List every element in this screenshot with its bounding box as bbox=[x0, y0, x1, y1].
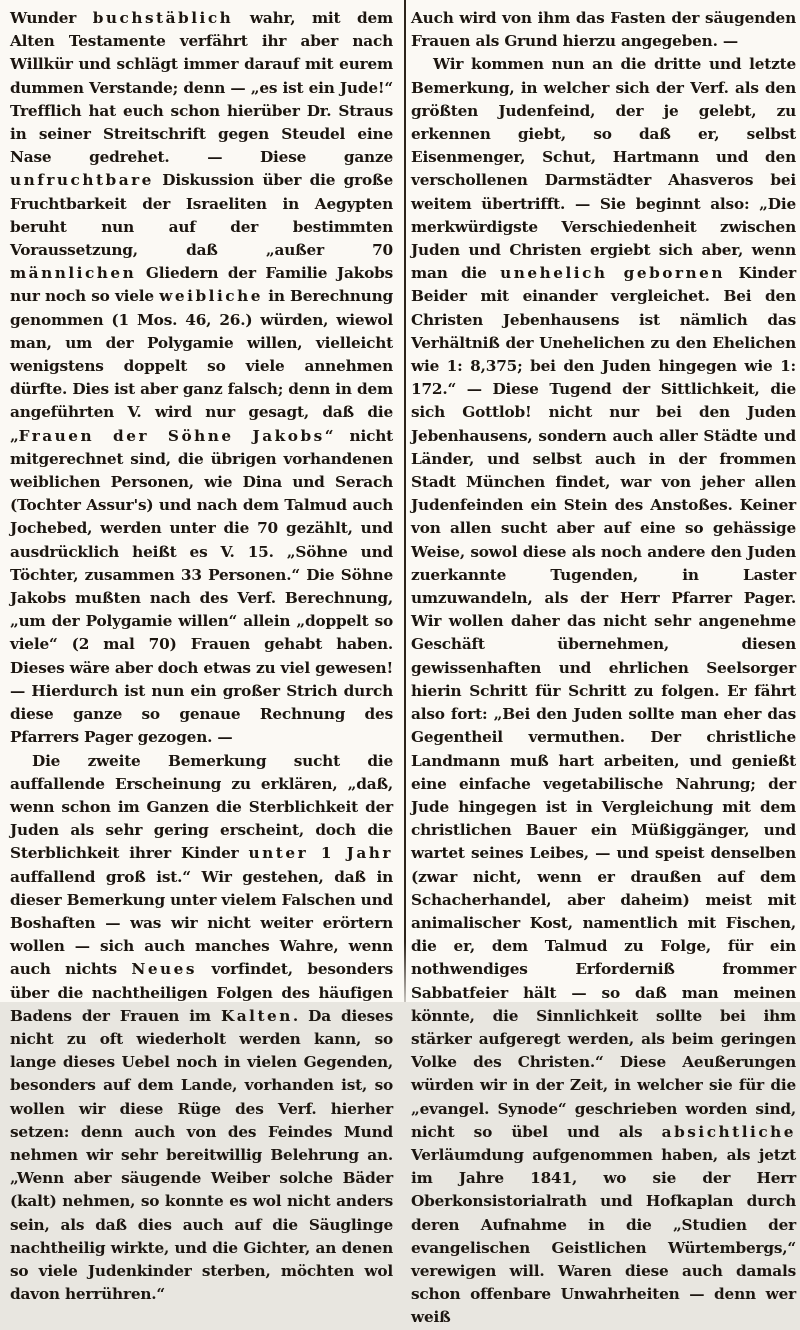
paragraph-fasting-note: Auch wird von ihm das Fasten der säugenden Frauen als Grund hierzu angegeben. — bbox=[411, 9, 796, 51]
paragraph-second-remark: Die zweite Bemerkung sucht die auffallende Erscheinung zu erklären, „daß, wenn schon im Ganzen die Sterblichkeit der Juden als sehr gering erscheint, doch die Sterblichkeit ihrer Kinder unter 1 Jahr auffallend groß ist.“ Wir gestehen, daß in dieser Bemerkung unter vielem Falschen und Boshaften — was wir nicht weiter erörtern wollen — sich auch manches Wahre, wenn auch nichts Neues vorfindet, besonders über die nachtheiligen Folgen des häufigen Badens der Frauen im Kalten. Da dieses nicht zu oft wiederholt werden kann, so lange dieses Uebel noch in vielen Gegenden, besonders auf dem Lande, vorhanden ist, so wollen wir diese Rüge des Verf. hierher setzen: denn auch von des Feindes Mund nehmen wir sehr bereitwillig Belehrung an. „Wenn aber säugende Weiber solche Bäder (kalt) nehmen, so konnte es wol nicht anders sein, als daß dies auch auf die Säuglinge nachtheilig wirkte, und die Gichter, an denen so viele Judenkinder sterben, möchten wol davon herrühren.“ bbox=[10, 751, 393, 1304]
paragraph-third-remark: Wir kommen nun an die dritte und letzte Bemerkung, in welcher sich der Verf. als den größten Judenfeind, der je gelebt, zu erkennen giebt, so daß er, selbst Eisenmenger, Schut, Hartmann und den verschollenen Darmstädter Ahasveros bei weitem übertrifft. — Sie beginnt also: „Die merkwürdigste Verschiedenheit zwischen Juden und Christen ergiebt sich aber, wenn man die unehelich gebornen Kinder Beider mit einander vergleichet. Bei den Christen Jebenhausens ist nämlich das Verhältniß der Unehelichen zu den Ehelichen wie 1: 8,375; bei den Juden hingegen wie 1: 172.“ — Diese Tugend der Sittlichkeit, die sich Gottlob! nicht nur bei den Juden Jebenhausens, sondern auch aller Städte und Länder, und selbst auch in der frommen Stadt München findet, war von jeher allen Judenfeinden ein Stein des Anstoßes. Keiner von allen sucht aber auf eine so gehässige Weise, sowol diese als noch andere den Juden zuerkannte Tugenden, in Laster umzuwandeln, als der Herr Pfarrer Pager. Wir wollen daher das nicht sehr angenehme Geschäft übernehmen, diesen gewissenhaften und ehrlichen Seelsorger hierin Schritt für Schritt zu folgen. Er fährt also fort: „Bei den Juden sollte man eher das Gegentheil vermuthen. Der christliche Landmann muß hart arbeiten, und genießt eine einfache vegetabilische Nahrung; der Jude hingegen ist in Vergleichung mit dem christlichen Bauer ein Müßiggänger, und wartet seines Leibes, — und speist denselben (zwar nicht, wenn er draußen auf dem Schacherhandel, aber daheim) meist mit animalischer Kost, namentlich mit Fischen, die er, dem Talmud zu Folge, für ein nothwendiges Erforderniß frommer Sabbatfeier hält — so daß man meinen könnte, die Sinnlichkeit sollte bei ihm stärker aufgeregt werden, als beim geringen Volke des Christen.“ Diese Aeußerungen würden wir in der Zeit, in welcher sie für die „evangel. Synode“ geschrieben worden sind, nicht so übel und als absichtliche Verläumdung aufgenommen haben, als jetzt im Jahre 1841, wo sie der Herr Oberkonsistorialrath und Hofkaplan durch deren Aufnahme in die „Studien der evangelischen Geistlichen Würtembergs,“ verewigen will. Waren diese auch damals schon offenbare Unwahrheiten — denn wer weiß bbox=[411, 55, 796, 1327]
text-column-left bbox=[0, 0, 399, 1304]
column-divider-rule bbox=[404, 0, 406, 1002]
text-column-right bbox=[399, 0, 800, 1327]
paragraph-continuation: Wunder buchstäblich wahr, mit dem Alten Testamente verfährt ihr aber nach Willkür und schlägt immer darauf mit eurem dummen Verstande; denn — „es ist ein Jude!“ Trefflich hat euch schon hierüber Dr. Straus in seiner Streitschrift gegen Steudel eine Nase gedrehet. — Diese ganze unfruchtbare Diskussion über die große Fruchtbarkeit der Israeliten in Aegypten beruht nun auf der bestimmten Voraussetzung, daß „außer 70 männlichen Gliedern der Familie Jakobs nur noch so viele weibliche in Berechnung genommen (1 Mos. 46, 26.) würden, wiewol man, um der Polygamie willen, vielleicht wenigstens doppelt so viele annehmen dürfte. Dies ist aber ganz falsch; denn in dem angeführten V. wird nur gesagt, daß die „Frauen der Söhne Jakobs“ nicht mitgerechnet sind, die übrigen vorhandenen weiblichen Personen, wie Dina und Serach (Tochter Assur's) und nach dem Talmud auch Jochebed, werden unter die 70 gezählt, und ausdrücklich heißt es V. 15. „Söhne und Töchter, zusammen 33 Personen.“ Die Söhne Jakobs mußten nach des Verf. Berechnung, „um der Polygamie willen“ allein „doppelt so viele“ (2 mal 70) Frauen gehabt haben. Dieses wäre aber doch etwas zu viel gewesen! — Hierdurch ist nun ein großer Strich durch diese ganze so genaue Rechnung des Pfarrers Pager gezogen. — bbox=[10, 9, 394, 747]
